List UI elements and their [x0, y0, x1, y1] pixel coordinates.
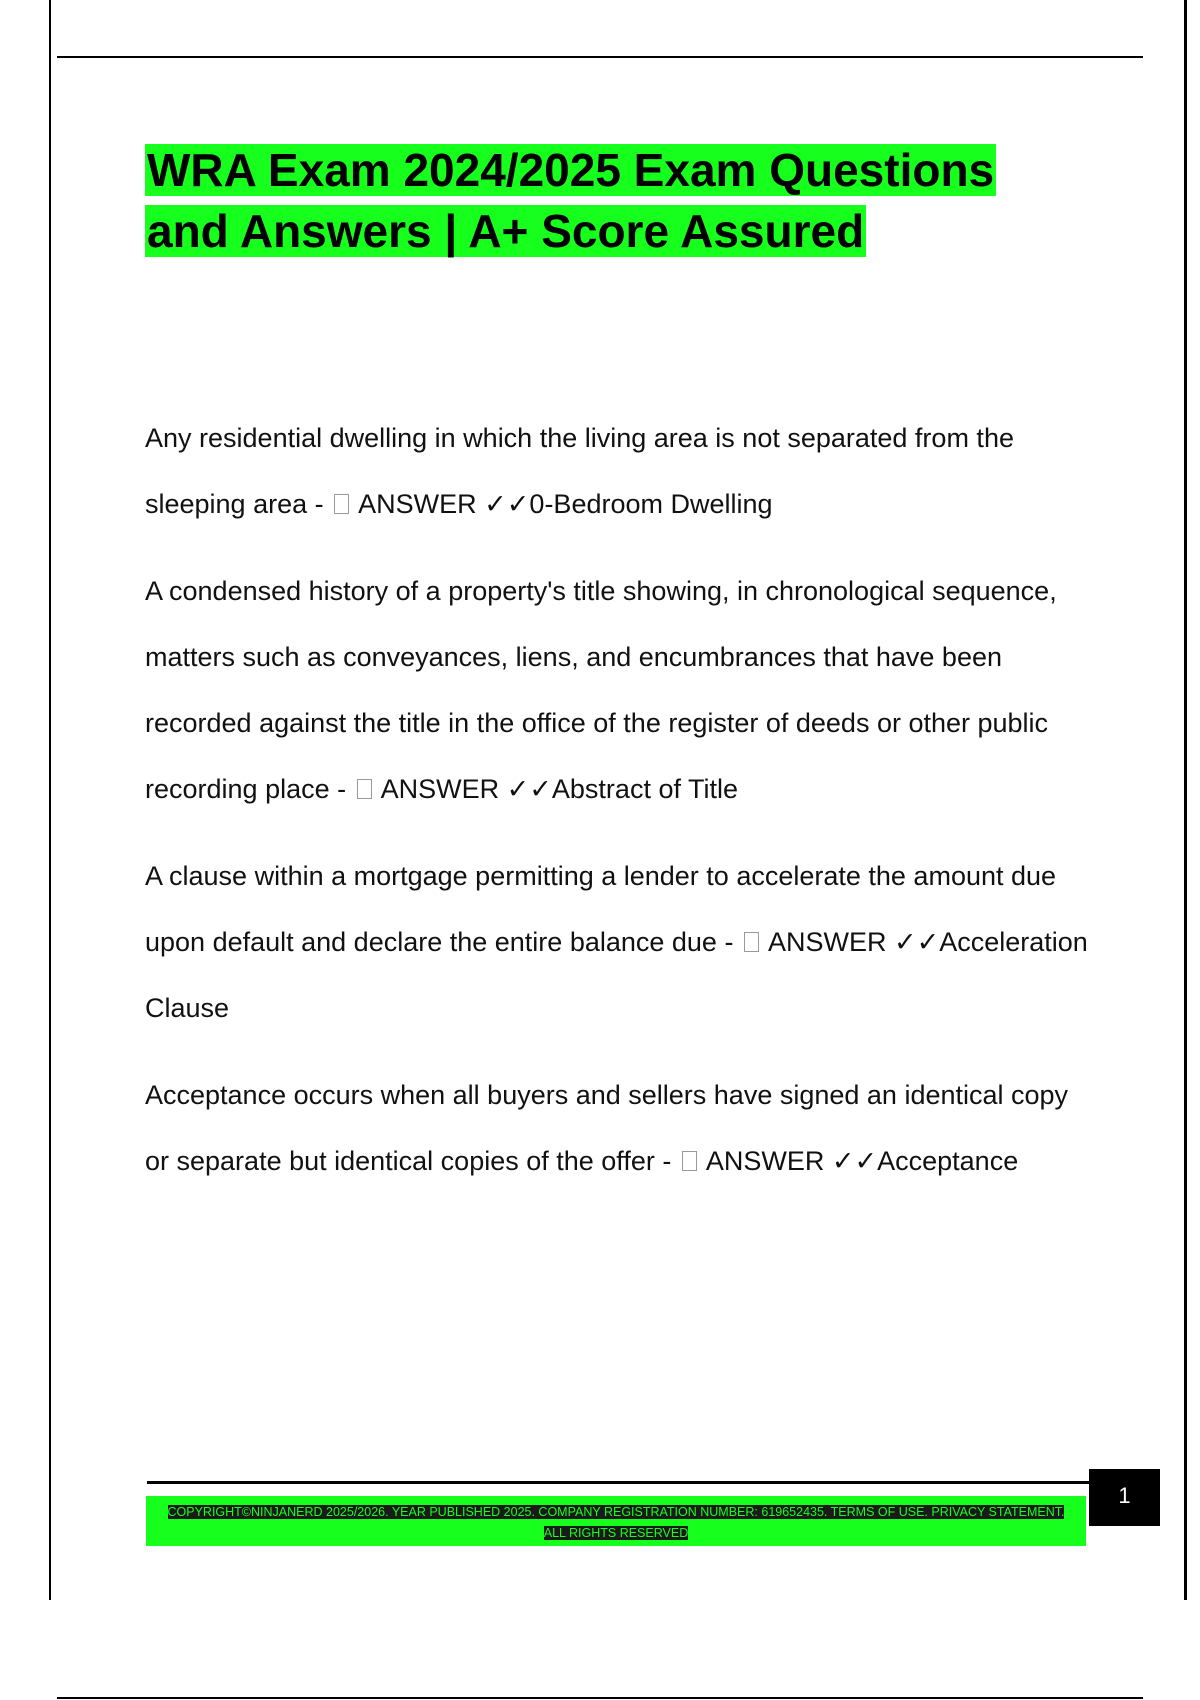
checkbox-icon	[682, 1151, 697, 1171]
left-border-line	[49, 0, 51, 1600]
answer-text: 0-Bedroom Dwelling	[529, 489, 773, 519]
checkbox-icon	[334, 494, 349, 514]
qa-item	[145, 1062, 1090, 1194]
question-text: A condensed history of a property's title showing, in chronological sequence, matters such as conveyances, liens, and encumbrances that have been recorded against the title in the office of the register of deeds or other public recording place -	[145, 576, 1057, 804]
answer-text: Acceleration Clause	[145, 927, 1088, 1023]
qa-list	[145, 405, 1090, 1215]
answer-text: Acceptance	[877, 1146, 1019, 1176]
page-number: 1	[1089, 1469, 1160, 1526]
question-text: Acceptance occurs when all buyers and sellers have signed an identical copy or separate but identical copies of the offer -	[145, 1080, 1069, 1176]
answer-text: Abstract of Title	[551, 774, 738, 804]
answer-prefix: ANSWER ✓✓	[705, 1146, 878, 1176]
answer-prefix: ANSWER ✓✓	[358, 489, 530, 519]
next-page-rule	[57, 1697, 1143, 1699]
answer-prefix: ANSWER ✓✓	[767, 927, 940, 957]
right-border-line	[1184, 0, 1187, 1600]
qa-item	[145, 405, 1090, 537]
qa-item	[145, 843, 1090, 1041]
copyright-text: COPYRIGHT©NINJANERD 2025/2026. YEAR PUBLISHED 2025. COMPANY REGISTRATION NUMBER: 619652435. TERMS OF USE. PRIVACY STATEMENT. ALL RIGHTS RESERVED	[167, 1505, 1065, 1540]
footer-copyright	[165, 1502, 1067, 1544]
footer-rule	[147, 1481, 1092, 1484]
title-line-2: and Answers | A+ Score Assured	[147, 205, 865, 257]
header-rule	[57, 56, 1143, 58]
answer-prefix: ANSWER ✓✓	[380, 774, 552, 804]
title-line-1: WRA Exam 2024/2025 Exam Questions	[147, 144, 995, 196]
checkbox-icon	[357, 779, 372, 799]
question-text: Any residential dwelling in which the living area is not separated from the sleeping area -	[145, 423, 1014, 519]
question-text: A clause within a mortgage permitting a lender to accelerate the amount due upon default and declare the entire balance due -	[145, 861, 1057, 957]
qa-item	[145, 558, 1090, 822]
document-title	[145, 140, 1065, 262]
checkbox-icon	[744, 932, 759, 952]
